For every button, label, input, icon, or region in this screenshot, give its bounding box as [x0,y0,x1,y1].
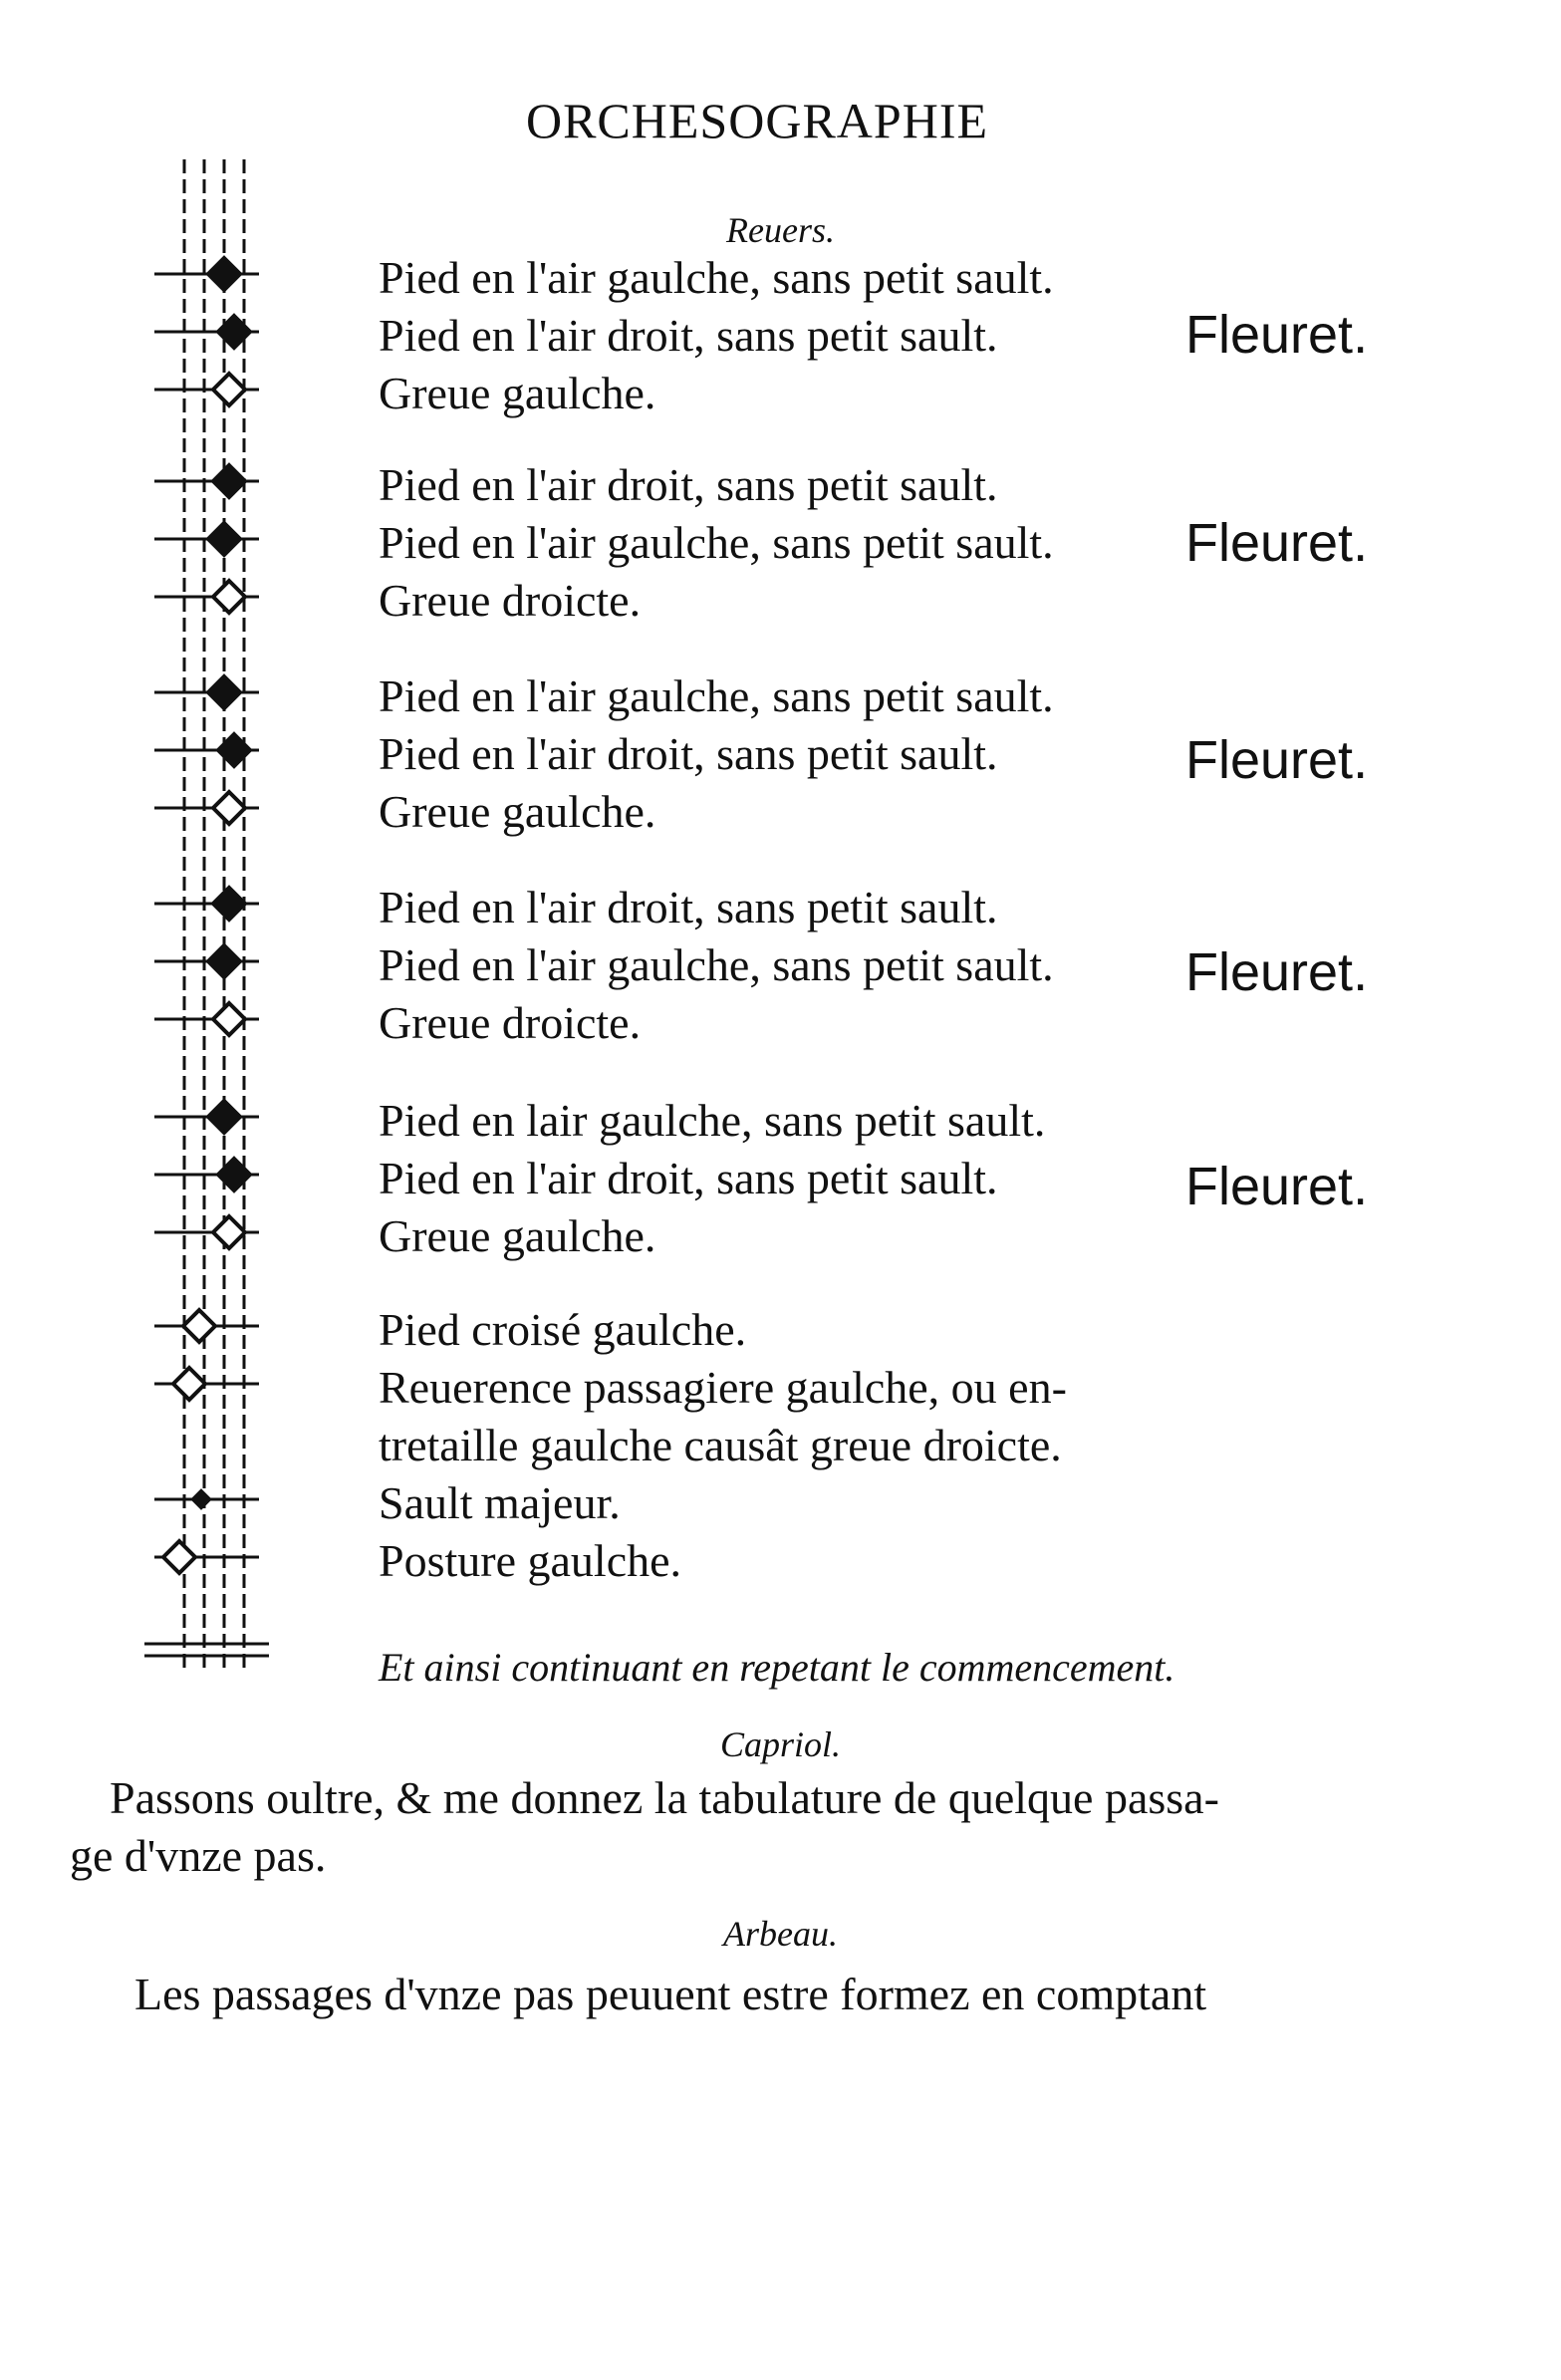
step-line: Pied en lair gaulche, sans petit sault. [379,1095,1046,1146]
running-head: ORCHESOGRAPHIE [525,93,989,148]
filled-diamond-note [208,676,240,708]
step-line: Greue droicte. [379,575,642,626]
fleuret-label: Fleuret. [1185,730,1369,790]
open-diamond-note [213,792,245,824]
filled-diamond-note [208,523,240,555]
step-line: Pied en l'air gaulche, sans petit sault. [379,252,1054,303]
paragraph-line: Les passages d'vnze pas peuuent estre formez en comptant [134,1969,1207,2019]
speaker-label-arbeau: Arbeau. [723,1914,838,1954]
fleuret-label: Fleuret. [1185,305,1369,365]
step-line: Pied croisé gaulche. [379,1304,747,1355]
step-line: tretaille gaulche causât greue droicte. [379,1420,1062,1470]
step-line: Reuerence passagiere gaulche, ou en- [379,1362,1067,1413]
step-line: Greue gaulche. [379,1210,656,1261]
open-diamond-note [213,1003,245,1035]
step-line: Greue gaulche. [379,786,656,837]
filled-diamond-note [213,465,245,497]
tabulature-staff [130,149,299,1704]
speaker-label-capriol: Capriol. [719,1724,842,1764]
filled-diamond-note [193,1491,209,1507]
step-line: Greue gaulche. [379,368,656,418]
step-line: Pied en l'air gaulche, sans petit sault. [379,670,1054,721]
paragraph-line: Passons oultre, & me donnez la tabulature de quelque passa- [110,1772,1219,1823]
open-diamond-note [213,374,245,405]
open-diamond-note [173,1368,205,1400]
filled-diamond-note [213,888,245,920]
fleuret-label: Fleuret. [1185,942,1369,1002]
paragraph-line: ge d'vnze pas. [70,1830,327,1881]
filled-diamond-note [208,1101,240,1133]
step-line: Pied en l'air droit, sans petit sault. [379,728,998,779]
open-diamond-note [213,581,245,613]
step-line: Pied en l'air gaulche, sans petit sault. [379,517,1054,568]
step-line: Posture gaulche. [379,1535,682,1586]
step-line: Greue droicte. [379,997,642,1048]
open-diamond-note [183,1310,215,1342]
step-line: Sault majeur. [379,1477,621,1528]
step-line: Pied en l'air droit, sans petit sault. [379,1153,998,1203]
step-line: Pied en l'air gaulche, sans petit sault. [379,939,1054,990]
open-diamond-note [163,1541,195,1573]
step-line: Pied en l'air droit, sans petit sault. [379,882,998,932]
section-label: Reuers. [726,210,835,250]
fleuret-label: Fleuret. [1185,513,1369,573]
filled-diamond-note [208,945,240,977]
step-line: Pied en l'air droit, sans petit sault. [379,459,998,510]
open-diamond-note [213,1216,245,1248]
fleuret-label: Fleuret. [1185,1157,1369,1216]
filled-diamond-note [208,258,240,290]
closing-line: Et ainsi continuant en repetant le commencement. [379,1645,1175,1690]
step-line: Pied en l'air droit, sans petit sault. [379,310,998,361]
